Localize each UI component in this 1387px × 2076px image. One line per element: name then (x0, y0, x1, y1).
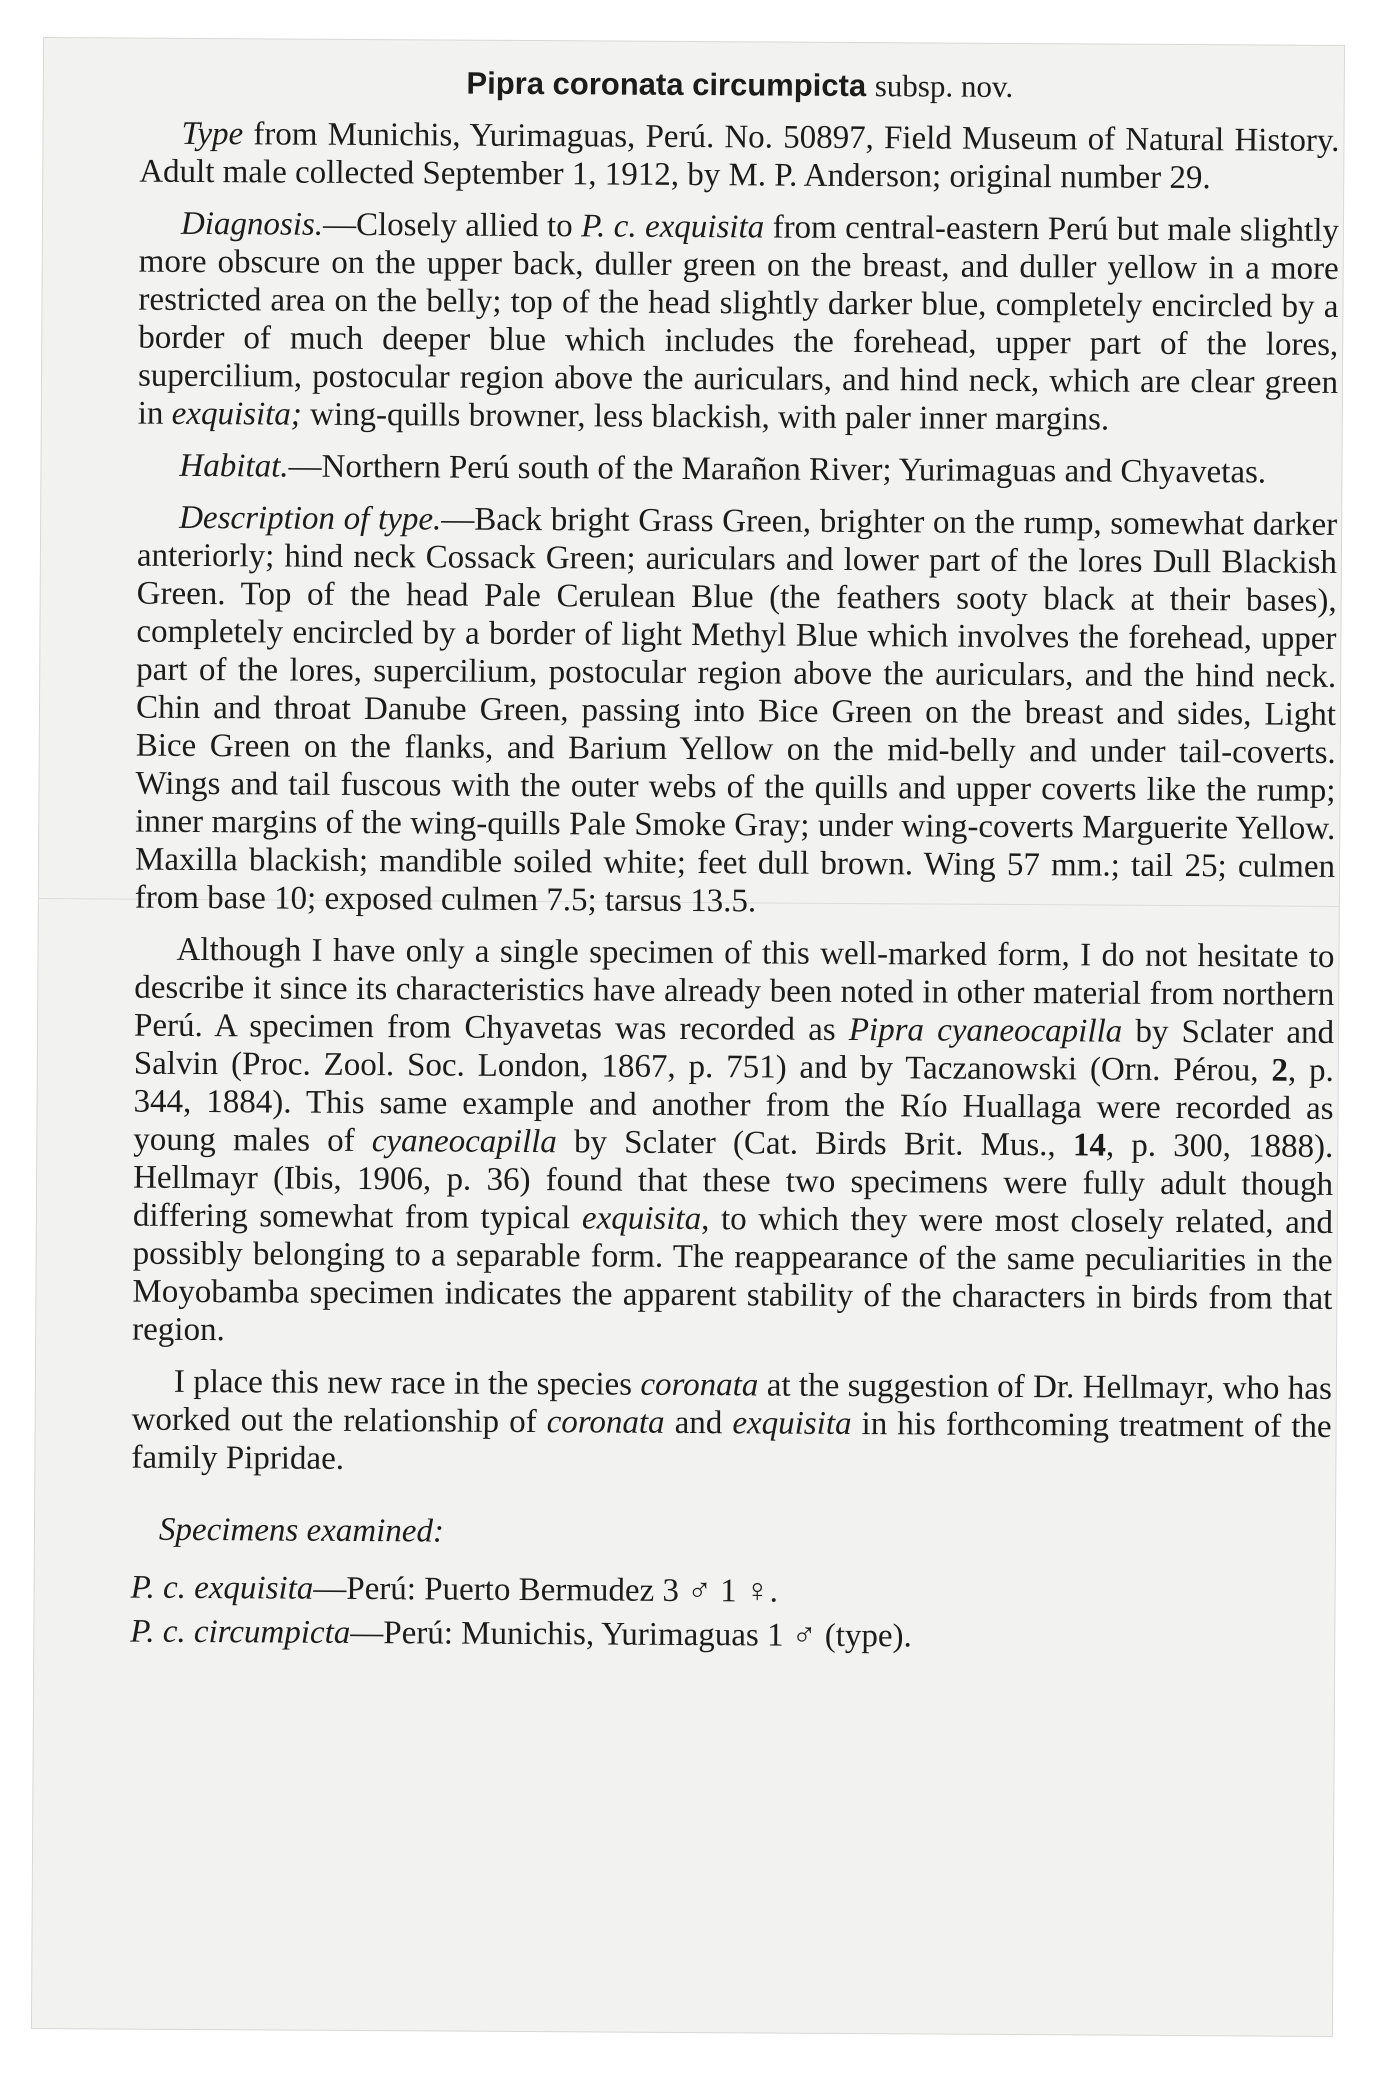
type-text: from Munichis, Yurimaguas, Perú. No. 50897, Field Museum of Natural History. Adult male collected September 1, 1912, by M. P. Anderson; original number 29. (139, 116, 1340, 197)
habitat-paragraph (137, 447, 1337, 492)
diagnosis-label: Diagnosis. (180, 205, 324, 243)
discussion-text-4: by Sclater (Cat. Birds Brit. Mus., (556, 1124, 1074, 1164)
discussion-italic-1: Pipra cyaneocapilla (848, 1011, 1123, 1050)
discussion-text-3: , p. 344, 1884). This same example and another from the Río Huallaga were recorded as young males of (133, 1052, 1334, 1160)
habitat-text: —Northern Perú south of the Marañon River; Yurimaguas and Chyavetas. (288, 448, 1267, 491)
type-label: Type (181, 115, 244, 153)
placement-text-3: and (664, 1404, 733, 1442)
description-text: —Back bright Grass Green, brighter on the rump, somewhat darker anteriorly; hind neck Cossack Green; auriculars and lower part of the lores Dull Blackish Green. Top of the head Pale Cerulean Blue (the feathers sooty black at their bases), completely encircled by a border of light Methyl Blue which involves the forehead, upper part of the lores, supercilium, postocular region above the auriculars, and the hind neck. Chin and throat Danube Green, passing into Bice Green on the breast and sides, Light Bice Green on the flanks, and Barium Yellow on the mid-belly and under tail-coverts. Wings and tail fuscous with the outer webs of the quills and upper coverts like the rump; inner margins of the wing-quills Pale Smoke Gray; under wing-coverts Marguerite Yellow. Maxilla blackish; mandible soiled white; feet dull brown. Wing 57 mm.; tail 25; culmen from base 10; exposed culmen 7.5; tarsus 13.5. (134, 501, 1338, 920)
discussion-text-5: , p. 300, 1888). Hellmayr (Ibis, 1906, p. 36) found that these two specimens were fully adult though differing somewhat from typical (132, 1127, 1334, 1237)
placement-italic-3: exquisita (732, 1405, 852, 1443)
specimen-text-circumpicta: —Perú: Munichis, Yurimaguas 1 ♂ (type). (350, 1614, 912, 1655)
specimen-name-exquisita: P. c. exquisita (130, 1569, 314, 1607)
title-bold: Pipra coronata circumpicta (466, 65, 867, 104)
description-label: Description of type. (179, 499, 442, 538)
discussion-italic-2: cyaneocapilla (371, 1123, 557, 1161)
discussion-bold-1: 2 (1271, 1052, 1289, 1089)
discussion-text-6: , to which they were most closely related, and possibly belonging to a separable form. The reappearance of the same peculiarities in the Moyobamba specimen indicates the apparent stability of the characters in birds from that region. (132, 1201, 1334, 1349)
document-title (140, 63, 1340, 108)
habitat-label: Habitat. (179, 447, 289, 485)
discussion-text-1: Although I have only a single specimen of this well-marked form, I do not hesitate to describe it since its characteristics have already been noted in other material from northern Perú. A specimen from Chyavetas was recorded as (133, 931, 1335, 1048)
placement-italic-1: coronata (640, 1366, 759, 1404)
title-tail: subsp. nov. (874, 68, 1014, 104)
placement-italic-2: coronata (546, 1404, 665, 1441)
specimen-line-exquisita (131, 1569, 1331, 1614)
specimen-line-circumpicta (130, 1613, 1330, 1658)
specimens-heading-text: Specimens examined: (158, 1511, 445, 1550)
discussion-italic-3: exquisita (581, 1200, 702, 1238)
placement-text-4: in his forthcoming treatment of the family Pipridae. (131, 1406, 1332, 1477)
type-paragraph (139, 115, 1339, 198)
discussion-bold-2: 14 (1072, 1127, 1107, 1164)
diagnosis-italic-2: exquisita; (171, 395, 302, 433)
specimen-text-exquisita: —Perú: Puerto Bermudez 3 ♂ 1 ♀. (313, 1570, 779, 1610)
diagnosis-italic-1: P. c. exquisita (581, 208, 765, 246)
diagnosis-text-1: —Closely allied to (322, 206, 582, 245)
discussion-text-2: by Sclater and Salvin (Proc. Zool. Soc. London, 1867, p. 751) and by Taczanowski (Orn. Pérou, (133, 1013, 1335, 1089)
discussion-paragraph (132, 931, 1335, 1356)
placement-paragraph (131, 1363, 1332, 1484)
specimens-heading (131, 1511, 1331, 1556)
placement-text-1: I place this new race in the species (173, 1363, 641, 1403)
placement-text-2: at the suggestion of Dr. Hellmayr, who has worked out the relationship of (131, 1367, 1332, 1441)
paper-sheet (32, 38, 1344, 2036)
document-body (130, 63, 1340, 1664)
specimen-name-circumpicta: P. c. circumpicta (130, 1613, 351, 1651)
diagnosis-paragraph (138, 205, 1339, 440)
diagnosis-text-3: wing-quills browner, less blackish, with paler inner margins. (301, 396, 1110, 438)
diagnosis-text-2: from central-eastern Perú but male slightly more obscure on the upper back, duller green on the breast, and duller yellow in a more restricted area on the belly; top of the head slightly darker blue, completely encircled by a border of much deeper blue which includes the forehead, upper part of the lores, supercilium, postocular region above the auriculars, and hind neck, which are clear green in (137, 209, 1340, 432)
description-paragraph (135, 499, 1338, 924)
